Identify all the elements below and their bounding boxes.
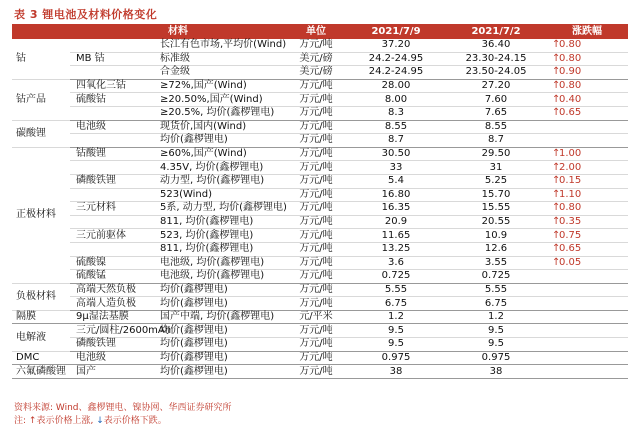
- unit-cell: 万元/吨: [286, 161, 346, 175]
- table-caption: 表 3 锂电池及材料价格变化: [14, 8, 158, 21]
- material-cell: 三元材料: [70, 202, 156, 216]
- spec-cell: 811, 均价(鑫椤锂电): [156, 242, 286, 256]
- price-current-cell: 8.55: [346, 120, 446, 134]
- material-cell: 硫酸钴: [70, 93, 156, 107]
- change-cell: [546, 215, 628, 229]
- unit-cell: 万元/吨: [286, 120, 346, 134]
- unit-cell: 万元/吨: [286, 297, 346, 311]
- price-previous-cell: 36.40: [446, 39, 546, 52]
- material-cell: 磷酸铁锂: [70, 338, 156, 352]
- header-date-2: 2021/7/2: [446, 24, 546, 39]
- spec-cell: 均价(鑫椤锂电): [156, 283, 286, 297]
- unit-cell: 美元/磅: [286, 66, 346, 80]
- price-previous-cell: 0.975: [446, 351, 546, 365]
- material-cell: 钴酸锂: [70, 147, 156, 161]
- price-current-cell: 0.725: [346, 270, 446, 284]
- material-cell: 硫酸锰: [70, 270, 156, 284]
- spec-cell: 均价(鑫椤锂电): [156, 351, 286, 365]
- header-category: [12, 24, 70, 39]
- price-current-cell: 16.35: [346, 202, 446, 216]
- change-cell: [546, 242, 628, 256]
- note-up-text: 表示价格上涨,: [36, 416, 97, 426]
- spec-cell: 均价(鑫椤锂电): [156, 134, 286, 148]
- change-value: 1.10: [559, 188, 582, 200]
- change-cell: [546, 324, 628, 338]
- change-value: 0.80: [559, 80, 582, 92]
- spec-cell: 均价(鑫椤锂电): [156, 338, 286, 352]
- price-current-cell: 8.00: [346, 93, 446, 107]
- change-value: 0.65: [559, 243, 582, 255]
- spec-cell: 长江有色市场,平均价(Wind): [156, 39, 286, 52]
- header-change: 涨跌幅: [546, 24, 628, 39]
- change-value: 0.65: [559, 107, 582, 119]
- table-footer: [14, 402, 232, 428]
- table-row: [12, 229, 628, 243]
- table-row: [12, 297, 628, 311]
- change-cell: [546, 270, 628, 284]
- change-cell: [546, 52, 628, 66]
- spec-cell: 5系, 动力型, 均价(鑫椤锂电): [156, 202, 286, 216]
- unit-cell: 万元/吨: [286, 39, 346, 52]
- change-cell: [546, 188, 628, 202]
- arrow-up-icon: ↑: [552, 39, 561, 51]
- material-cell: [70, 215, 156, 229]
- spec-cell: 现货价,国内(Wind): [156, 120, 286, 134]
- header-unit: 单位: [286, 24, 346, 39]
- price-previous-cell: 6.75: [446, 297, 546, 311]
- change-cell: [546, 147, 628, 161]
- price-current-cell: 6.75: [346, 297, 446, 311]
- arrow-up-icon: ↑: [552, 66, 561, 78]
- price-current-cell: 8.3: [346, 106, 446, 120]
- spec-cell: ≥20.50%,国产(Wind): [156, 93, 286, 107]
- change-cell: [546, 297, 628, 311]
- change-cell: [546, 39, 628, 52]
- price-current-cell: 30.50: [346, 147, 446, 161]
- spec-cell: 523(Wind): [156, 188, 286, 202]
- price-previous-cell: 20.55: [446, 215, 546, 229]
- change-cell: [546, 256, 628, 270]
- price-previous-cell: 0.725: [446, 270, 546, 284]
- category-cell: 负极材料: [12, 283, 70, 310]
- price-previous-cell: 23.50-24.05: [446, 66, 546, 80]
- table-row: [12, 365, 628, 379]
- table-row: [12, 310, 628, 324]
- price-current-cell: 37.20: [346, 39, 446, 52]
- unit-cell: 万元/吨: [286, 93, 346, 107]
- price-previous-cell: 38: [446, 365, 546, 379]
- change-value: 0.80: [559, 52, 582, 64]
- material-cell: [70, 106, 156, 120]
- spec-cell: 动力型, 均价(鑫椤锂电): [156, 174, 286, 188]
- price-current-cell: 3.6: [346, 256, 446, 270]
- change-cell: [546, 174, 628, 188]
- price-current-cell: 28.00: [346, 79, 446, 93]
- change-cell: [546, 283, 628, 297]
- table-row: [12, 188, 628, 202]
- price-previous-cell: 3.55: [446, 256, 546, 270]
- table-row: [12, 324, 628, 338]
- price-current-cell: 20.9: [346, 215, 446, 229]
- spec-cell: 标准级: [156, 52, 286, 66]
- category-cell: 电解液: [12, 324, 70, 351]
- price-previous-cell: 1.2: [446, 310, 546, 324]
- material-cell: [70, 134, 156, 148]
- table-row: [12, 256, 628, 270]
- material-cell: 三元/圆柱/2600mAh: [70, 324, 156, 338]
- price-previous-cell: 12.6: [446, 242, 546, 256]
- table-header-row: [12, 24, 628, 39]
- table-row: [12, 242, 628, 256]
- material-cell: 电池级: [70, 351, 156, 365]
- change-cell: [546, 310, 628, 324]
- price-previous-cell: 15.70: [446, 188, 546, 202]
- unit-cell: 万元/吨: [286, 365, 346, 379]
- table-row: [12, 39, 628, 52]
- price-previous-cell: 27.20: [446, 79, 546, 93]
- table-body: [12, 39, 628, 378]
- spec-cell: 4.35V, 均价(鑫椤锂电): [156, 161, 286, 175]
- material-cell: 四氧化三钴: [70, 79, 156, 93]
- unit-cell: 美元/磅: [286, 52, 346, 66]
- change-value: 0.05: [559, 256, 582, 268]
- price-previous-cell: 31: [446, 161, 546, 175]
- change-cell: [546, 365, 628, 379]
- table-row: [12, 79, 628, 93]
- price-previous-cell: 5.25: [446, 174, 546, 188]
- arrow-up-icon: ↑: [552, 216, 561, 228]
- spec-cell: 合金级: [156, 66, 286, 80]
- note-prefix: 注:: [14, 416, 29, 426]
- price-previous-cell: 7.65: [446, 106, 546, 120]
- price-previous-cell: 9.5: [446, 324, 546, 338]
- change-cell: [546, 229, 628, 243]
- header-date-1: 2021/7/9: [346, 24, 446, 39]
- price-current-cell: 16.80: [346, 188, 446, 202]
- spec-cell: 电池级, 均价(鑫椤锂电): [156, 270, 286, 284]
- spec-cell: 电池级, 均价(鑫椤锂电): [156, 256, 286, 270]
- table-row: [12, 93, 628, 107]
- arrow-up-icon: ↑: [552, 243, 561, 255]
- material-cell: [70, 161, 156, 175]
- material-cell: [70, 242, 156, 256]
- price-current-cell: 24.2-24.95: [346, 66, 446, 80]
- change-cell: [546, 134, 628, 148]
- arrow-up-icon: ↑: [552, 107, 561, 119]
- price-previous-cell: 15.55: [446, 202, 546, 216]
- unit-cell: 万元/吨: [286, 188, 346, 202]
- header-material: 材料: [70, 24, 286, 39]
- arrow-up-icon: ↑: [552, 93, 561, 105]
- change-cell: [546, 106, 628, 120]
- change-value: 0.15: [559, 175, 582, 187]
- material-cell: [70, 188, 156, 202]
- table-row: [12, 120, 628, 134]
- table-row: [12, 351, 628, 365]
- unit-cell: 万元/吨: [286, 106, 346, 120]
- table-row: [12, 147, 628, 161]
- spec-cell: 均价(鑫椤锂电): [156, 365, 286, 379]
- material-cell: 三元前驱体: [70, 229, 156, 243]
- arrow-up-icon: ↑: [552, 175, 561, 187]
- table-row: [12, 134, 628, 148]
- change-value: 0.80: [559, 39, 582, 51]
- arrow-up-icon: ↑: [552, 148, 561, 160]
- material-cell: 国产: [70, 365, 156, 379]
- change-value: 0.40: [559, 93, 582, 105]
- table-row: [12, 338, 628, 352]
- table-row: [12, 52, 628, 66]
- arrow-down-icon: ↓: [96, 416, 104, 426]
- price-table-wrapper: [12, 24, 628, 379]
- change-value: 1.00: [559, 148, 582, 160]
- unit-cell: 万元/吨: [286, 215, 346, 229]
- arrow-up-icon: ↑: [552, 80, 561, 92]
- change-value: 0.80: [559, 202, 582, 214]
- arrow-up-icon: ↑: [552, 256, 561, 268]
- price-previous-cell: 8.7: [446, 134, 546, 148]
- material-cell: 9μ湿法基膜: [70, 310, 156, 324]
- price-current-cell: 1.2: [346, 310, 446, 324]
- change-cell: [546, 79, 628, 93]
- arrow-up-icon: ↑: [552, 188, 561, 200]
- price-current-cell: 0.975: [346, 351, 446, 365]
- spec-cell: 811, 均价(鑫椤锂电): [156, 215, 286, 229]
- table-row: [12, 283, 628, 297]
- source-note: 资料来源: Wind、鑫椤锂电、镍协网、华西证券研究所: [14, 403, 232, 413]
- change-value: 0.90: [559, 66, 582, 78]
- table-row: [12, 202, 628, 216]
- unit-cell: 万元/吨: [286, 324, 346, 338]
- arrow-up-icon: ↑: [552, 229, 561, 241]
- price-current-cell: 5.55: [346, 283, 446, 297]
- category-cell: 正极材料: [12, 147, 70, 283]
- arrow-up-icon: ↑: [28, 416, 37, 426]
- table-row: [12, 66, 628, 80]
- price-previous-cell: 23.30-24.15: [446, 52, 546, 66]
- price-current-cell: 33: [346, 161, 446, 175]
- price-current-cell: 5.4: [346, 174, 446, 188]
- price-current-cell: 9.5: [346, 338, 446, 352]
- change-cell: [546, 338, 628, 352]
- unit-cell: 万元/吨: [286, 134, 346, 148]
- price-current-cell: 13.25: [346, 242, 446, 256]
- unit-cell: 万元/吨: [286, 351, 346, 365]
- unit-cell: 万元/吨: [286, 256, 346, 270]
- change-value: 0.35: [559, 216, 582, 228]
- legend-note: [14, 415, 232, 428]
- table-row: [12, 270, 628, 284]
- change-cell: [546, 202, 628, 216]
- spec-cell: 均价(鑫椤锂电): [156, 324, 286, 338]
- category-cell: DMC: [12, 351, 70, 365]
- material-cell: 电池级: [70, 120, 156, 134]
- table-row: [12, 161, 628, 175]
- material-cell: [70, 39, 156, 52]
- category-cell: 钴产品: [12, 79, 70, 120]
- unit-cell: 万元/吨: [286, 242, 346, 256]
- spec-cell: ≥20.5%, 均价(鑫椤锂电): [156, 106, 286, 120]
- change-cell: [546, 120, 628, 134]
- price-current-cell: 11.65: [346, 229, 446, 243]
- spec-cell: ≥72%,国产(Wind): [156, 79, 286, 93]
- unit-cell: 万元/吨: [286, 202, 346, 216]
- unit-cell: 万元/吨: [286, 229, 346, 243]
- price-current-cell: 38: [346, 365, 446, 379]
- spec-cell: 国产中端, 均价(鑫椤锂电): [156, 310, 286, 324]
- change-cell: [546, 161, 628, 175]
- category-cell: 六氟磷酸锂: [12, 365, 70, 379]
- note-down-text: 表示价格下跌。: [103, 416, 167, 426]
- unit-cell: 万元/吨: [286, 174, 346, 188]
- price-table: [12, 24, 628, 379]
- unit-cell: 万元/吨: [286, 283, 346, 297]
- category-cell: 隔膜: [12, 310, 70, 324]
- unit-cell: 万元/吨: [286, 79, 346, 93]
- material-cell: 硫酸镍: [70, 256, 156, 270]
- change-value: 2.00: [559, 161, 582, 173]
- arrow-up-icon: ↑: [552, 161, 561, 173]
- price-previous-cell: 29.50: [446, 147, 546, 161]
- price-previous-cell: 9.5: [446, 338, 546, 352]
- price-previous-cell: 7.60: [446, 93, 546, 107]
- price-previous-cell: 5.55: [446, 283, 546, 297]
- spec-cell: 均价(鑫椤锂电): [156, 297, 286, 311]
- table-row: [12, 215, 628, 229]
- unit-cell: 万元/吨: [286, 338, 346, 352]
- price-current-cell: 9.5: [346, 324, 446, 338]
- price-previous-cell: 10.9: [446, 229, 546, 243]
- table-row: [12, 174, 628, 188]
- unit-cell: 万元/吨: [286, 147, 346, 161]
- unit-cell: 元/平米: [286, 310, 346, 324]
- unit-cell: 万元/吨: [286, 270, 346, 284]
- category-cell: 钴: [12, 39, 70, 79]
- material-cell: [70, 66, 156, 80]
- arrow-up-icon: ↑: [552, 52, 561, 64]
- price-previous-cell: 8.55: [446, 120, 546, 134]
- spec-cell: 523, 均价(鑫椤锂电): [156, 229, 286, 243]
- material-cell: 高端天然负极: [70, 283, 156, 297]
- category-cell: 碳酸锂: [12, 120, 70, 147]
- arrow-up-icon: ↑: [552, 202, 561, 214]
- material-cell: 磷酸铁锂: [70, 174, 156, 188]
- change-cell: [546, 93, 628, 107]
- change-cell: [546, 351, 628, 365]
- material-cell: 高端人造负极: [70, 297, 156, 311]
- spec-cell: ≥60%,国产(Wind): [156, 147, 286, 161]
- table-row: [12, 106, 628, 120]
- material-cell: MB 钴: [70, 52, 156, 66]
- price-current-cell: 8.7: [346, 134, 446, 148]
- price-current-cell: 24.2-24.95: [346, 52, 446, 66]
- change-cell: [546, 66, 628, 80]
- change-value: 0.75: [559, 229, 582, 241]
